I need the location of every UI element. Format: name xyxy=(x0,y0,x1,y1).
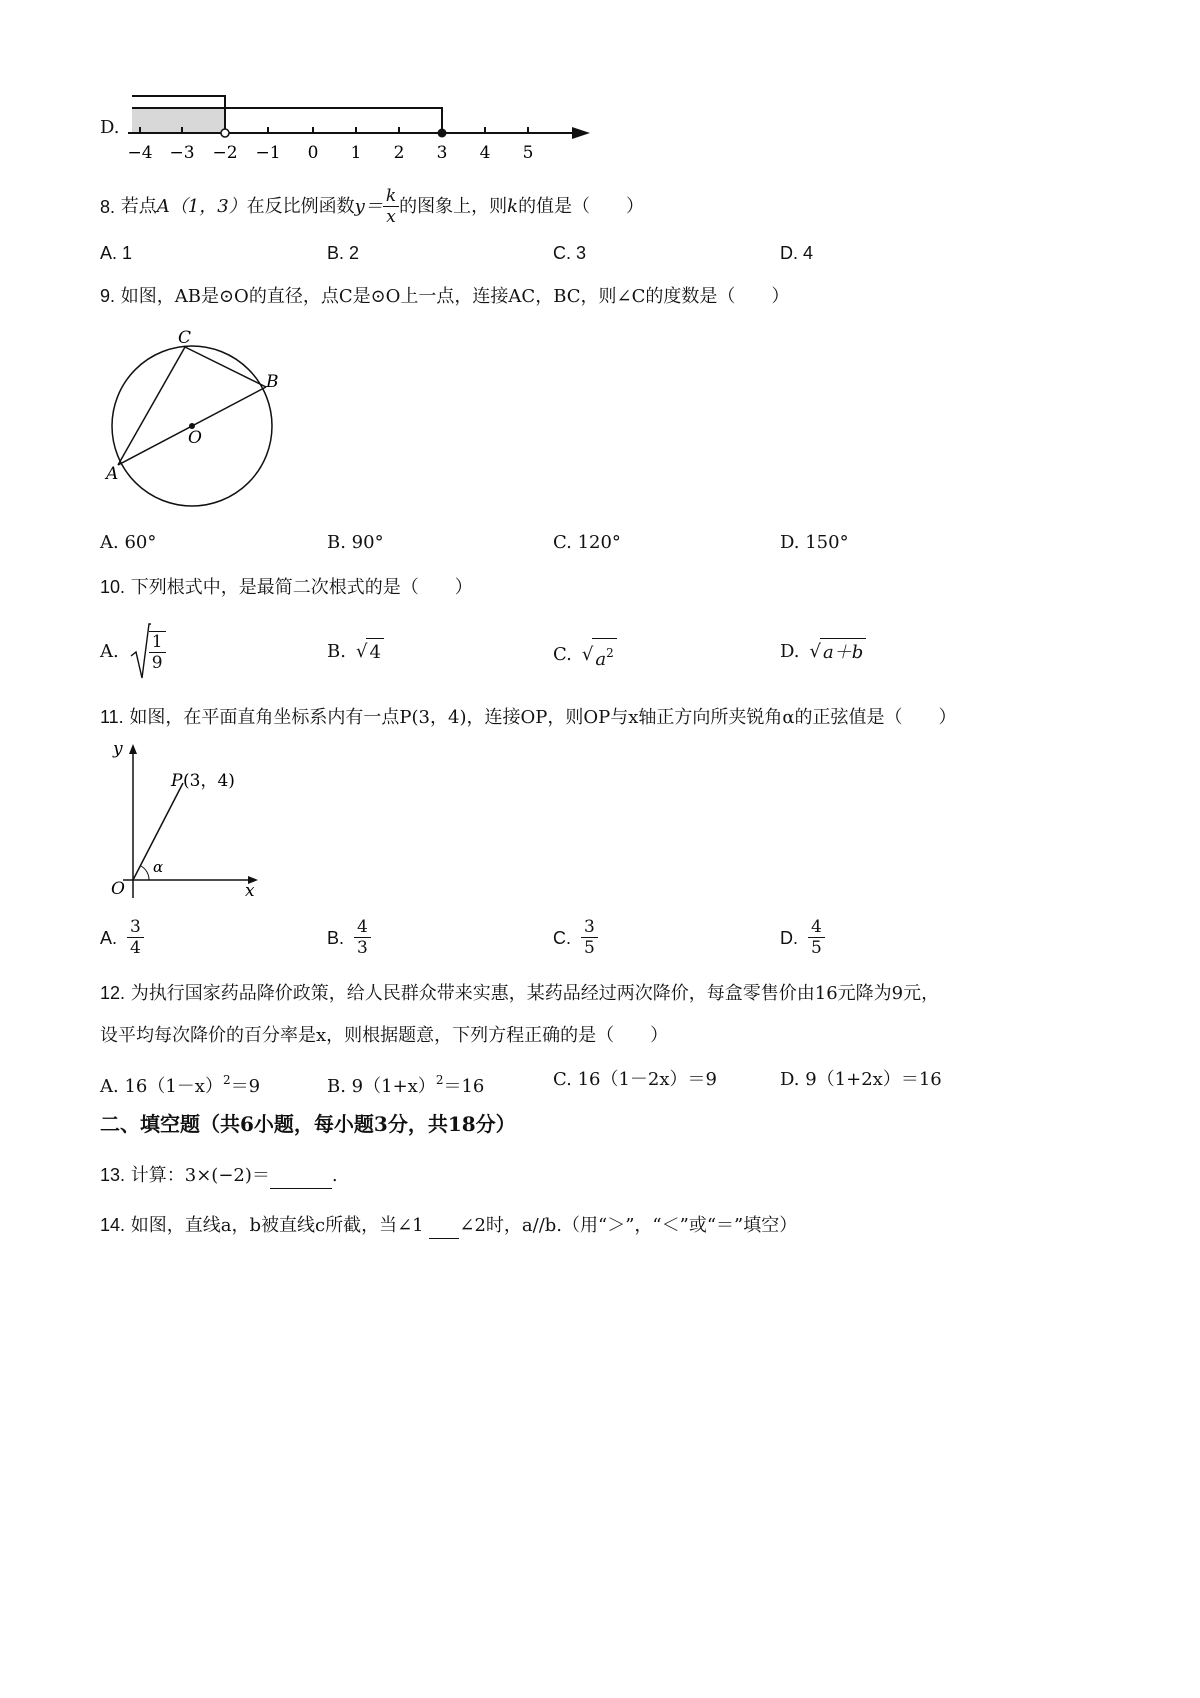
q10-c-exponent: 2 xyxy=(606,646,614,660)
q11-option-b-label: B. xyxy=(327,927,345,948)
q10-a-den: 9 xyxy=(151,653,163,673)
q11-coordinate-figure xyxy=(105,738,265,903)
q11-c-den: 5 xyxy=(584,938,595,958)
q10-option-a xyxy=(100,622,166,682)
q11-d-num: 4 xyxy=(808,917,825,938)
q12-line1: 为执行国家药品降价政策，给人民群众带来实惠，某药品经过两次降价，每盒零售价由16元降为9元， xyxy=(130,983,940,1004)
q8-option-c: C. 3 xyxy=(553,243,587,263)
label-o: O xyxy=(111,879,125,899)
q11-option-b xyxy=(327,917,371,958)
q11-c-num: 3 xyxy=(581,917,598,938)
q9-number: 9. xyxy=(100,286,116,306)
q13-end: . xyxy=(331,1165,338,1186)
q12-a-exponent: 2 xyxy=(222,1073,231,1087)
q7-number-line-figure xyxy=(120,88,600,170)
axis-arrow xyxy=(572,127,590,139)
radical-sign: √ xyxy=(809,640,821,662)
q11-stem xyxy=(100,705,957,730)
tick-label: 4 xyxy=(479,143,491,163)
q8-option-b: B. 2 xyxy=(327,243,360,263)
q10-text: 下列根式中，是最简二次根式的是（ ） xyxy=(130,577,473,598)
label-p: P xyxy=(171,771,183,791)
q8-func-lhs: y＝ xyxy=(354,195,383,217)
y-axis-arrow xyxy=(129,744,137,754)
q12-option-d: D. 9（1+2x）＝16 xyxy=(780,1069,942,1090)
q10-d-radicand: a＋b xyxy=(820,638,866,665)
q10-option-c xyxy=(553,638,617,672)
tick-label: −3 xyxy=(169,143,195,163)
q14-stem xyxy=(100,1213,797,1239)
radical-sign: √ xyxy=(581,644,594,665)
q8-text-before: 若点 xyxy=(120,195,157,217)
q10-number: 10. xyxy=(100,577,126,597)
q8-point: A（1，3） xyxy=(156,195,247,217)
q11-option-d-label: D. xyxy=(780,927,798,948)
q10-a-num: 1 xyxy=(149,632,166,653)
q11-d-den: 5 xyxy=(811,938,822,958)
tick-label: −1 xyxy=(255,143,281,163)
q9-option-d: D. 150° xyxy=(780,532,849,553)
label-y: y xyxy=(113,739,123,759)
radical-sign: √ xyxy=(355,640,368,662)
q7-option-label: D. xyxy=(100,117,120,138)
q11-number: 11. xyxy=(100,707,124,727)
q8-k: k xyxy=(507,195,519,217)
q10-b-radicand: 4 xyxy=(366,638,383,665)
q8-stem xyxy=(100,186,644,227)
q10-option-a-label: A. xyxy=(100,641,119,662)
q12-option-b: B. $9(1+x)^2=16$ xyxy=(327,1073,485,1097)
q12-stem-line1 xyxy=(100,981,939,1006)
q12-b-exponent: 2 xyxy=(435,1073,444,1087)
q8-text-end: 的值是（ ） xyxy=(518,195,645,217)
q9-stem xyxy=(100,284,789,309)
q9-option-c: C. 120° xyxy=(553,532,621,553)
q11-option-a-label: A. xyxy=(100,927,118,948)
section-title: 二、填空题（共6小题，每小题3分，共18分） xyxy=(100,1112,516,1136)
q10-stem xyxy=(100,575,473,600)
q14-text-a: 如图，直线a，b被直线c所截，当∠1 xyxy=(130,1215,424,1236)
q14-answer-blank[interactable] xyxy=(429,1214,459,1239)
q9-option-b: B. 90° xyxy=(327,532,384,553)
q10-option-d xyxy=(780,638,866,665)
q11-a-den: 4 xyxy=(130,938,141,958)
q12-number: 12. xyxy=(100,983,126,1003)
q11-option-c xyxy=(553,917,598,958)
q9-circle-figure xyxy=(100,325,300,510)
q8-number: 8. xyxy=(100,196,116,217)
q10-option-b xyxy=(327,638,384,665)
q10-option-b-label: B. xyxy=(327,640,346,662)
tick-label: −2 xyxy=(212,143,238,163)
q12-stem-line2: 设平均每次降价的百分率是x，则根据题意，下列方程正确的是（ ） xyxy=(100,1025,669,1046)
open-point xyxy=(221,129,229,137)
q11-b-den: 3 xyxy=(357,938,368,958)
q11-option-d xyxy=(780,917,825,958)
q11-option-c-label: C. xyxy=(553,927,571,948)
q13-answer-blank[interactable] xyxy=(270,1164,332,1189)
tick-label: 2 xyxy=(393,143,405,163)
q8-text-mid: 在反比例函数 xyxy=(246,195,355,217)
q11-option-a xyxy=(100,917,144,958)
tick-label: 1 xyxy=(350,143,362,163)
q10-option-d-label: D. xyxy=(780,640,800,662)
q10-c-radicand: $a^2$ xyxy=(592,638,616,672)
label-o: O xyxy=(188,428,202,448)
q8-frac-num: k xyxy=(383,186,399,207)
q10-option-c-label: C. xyxy=(553,644,572,665)
q13-text: 计算： xyxy=(130,1165,185,1186)
closed-point xyxy=(438,129,447,138)
tick-label: 3 xyxy=(436,143,448,163)
q12-option-a: A. $16(1-x)^2=9$ xyxy=(100,1073,261,1097)
label-a: A xyxy=(106,464,119,484)
q10-a-fraction xyxy=(149,631,166,673)
q12-option-c: C. 16（1－2x）＝9 xyxy=(553,1069,717,1090)
q8-fraction xyxy=(383,186,399,227)
label-c: C xyxy=(178,328,192,348)
q11-text: 如图，在平面直角坐标系内有一点P(3，4)，连接OP，则OP与x轴正方向所夹锐角α的正弦值是（ ） xyxy=(129,707,957,728)
q11-a-num: 3 xyxy=(127,917,144,938)
q14-number: 14. xyxy=(100,1215,126,1235)
label-alpha: α xyxy=(153,858,164,876)
tick-label: 0 xyxy=(307,143,319,163)
shaded-interval xyxy=(132,108,225,133)
q8-text-after: 的图象上，则 xyxy=(399,195,508,217)
label-p-coord: (3，4) xyxy=(183,771,235,791)
tick-label: 5 xyxy=(522,143,534,163)
q8-option-a: A. 1 xyxy=(100,243,133,263)
q13-number: 13. xyxy=(100,1165,126,1185)
q14-text-b: ∠2时，a//b.（用“＞”，“＜”或“＝”填空） xyxy=(459,1215,798,1236)
radical-sign xyxy=(129,622,151,682)
label-b: B xyxy=(266,372,279,392)
q13-expression: 3×(−2)＝ xyxy=(184,1165,270,1186)
tick-label: −4 xyxy=(127,143,153,163)
q8-frac-den: x xyxy=(386,207,396,227)
q9-text: 如图，AB是⊙O的直径，点C是⊙O上一点，连接AC，BC，则∠C的度数是（ ） xyxy=(120,286,790,307)
label-x: x xyxy=(245,881,255,901)
q9-option-a: A. 60° xyxy=(100,532,157,553)
q11-b-num: 4 xyxy=(354,917,371,938)
q8-option-d: D. 4 xyxy=(780,243,814,263)
q13-stem xyxy=(100,1163,338,1189)
angle-arc xyxy=(141,866,149,880)
